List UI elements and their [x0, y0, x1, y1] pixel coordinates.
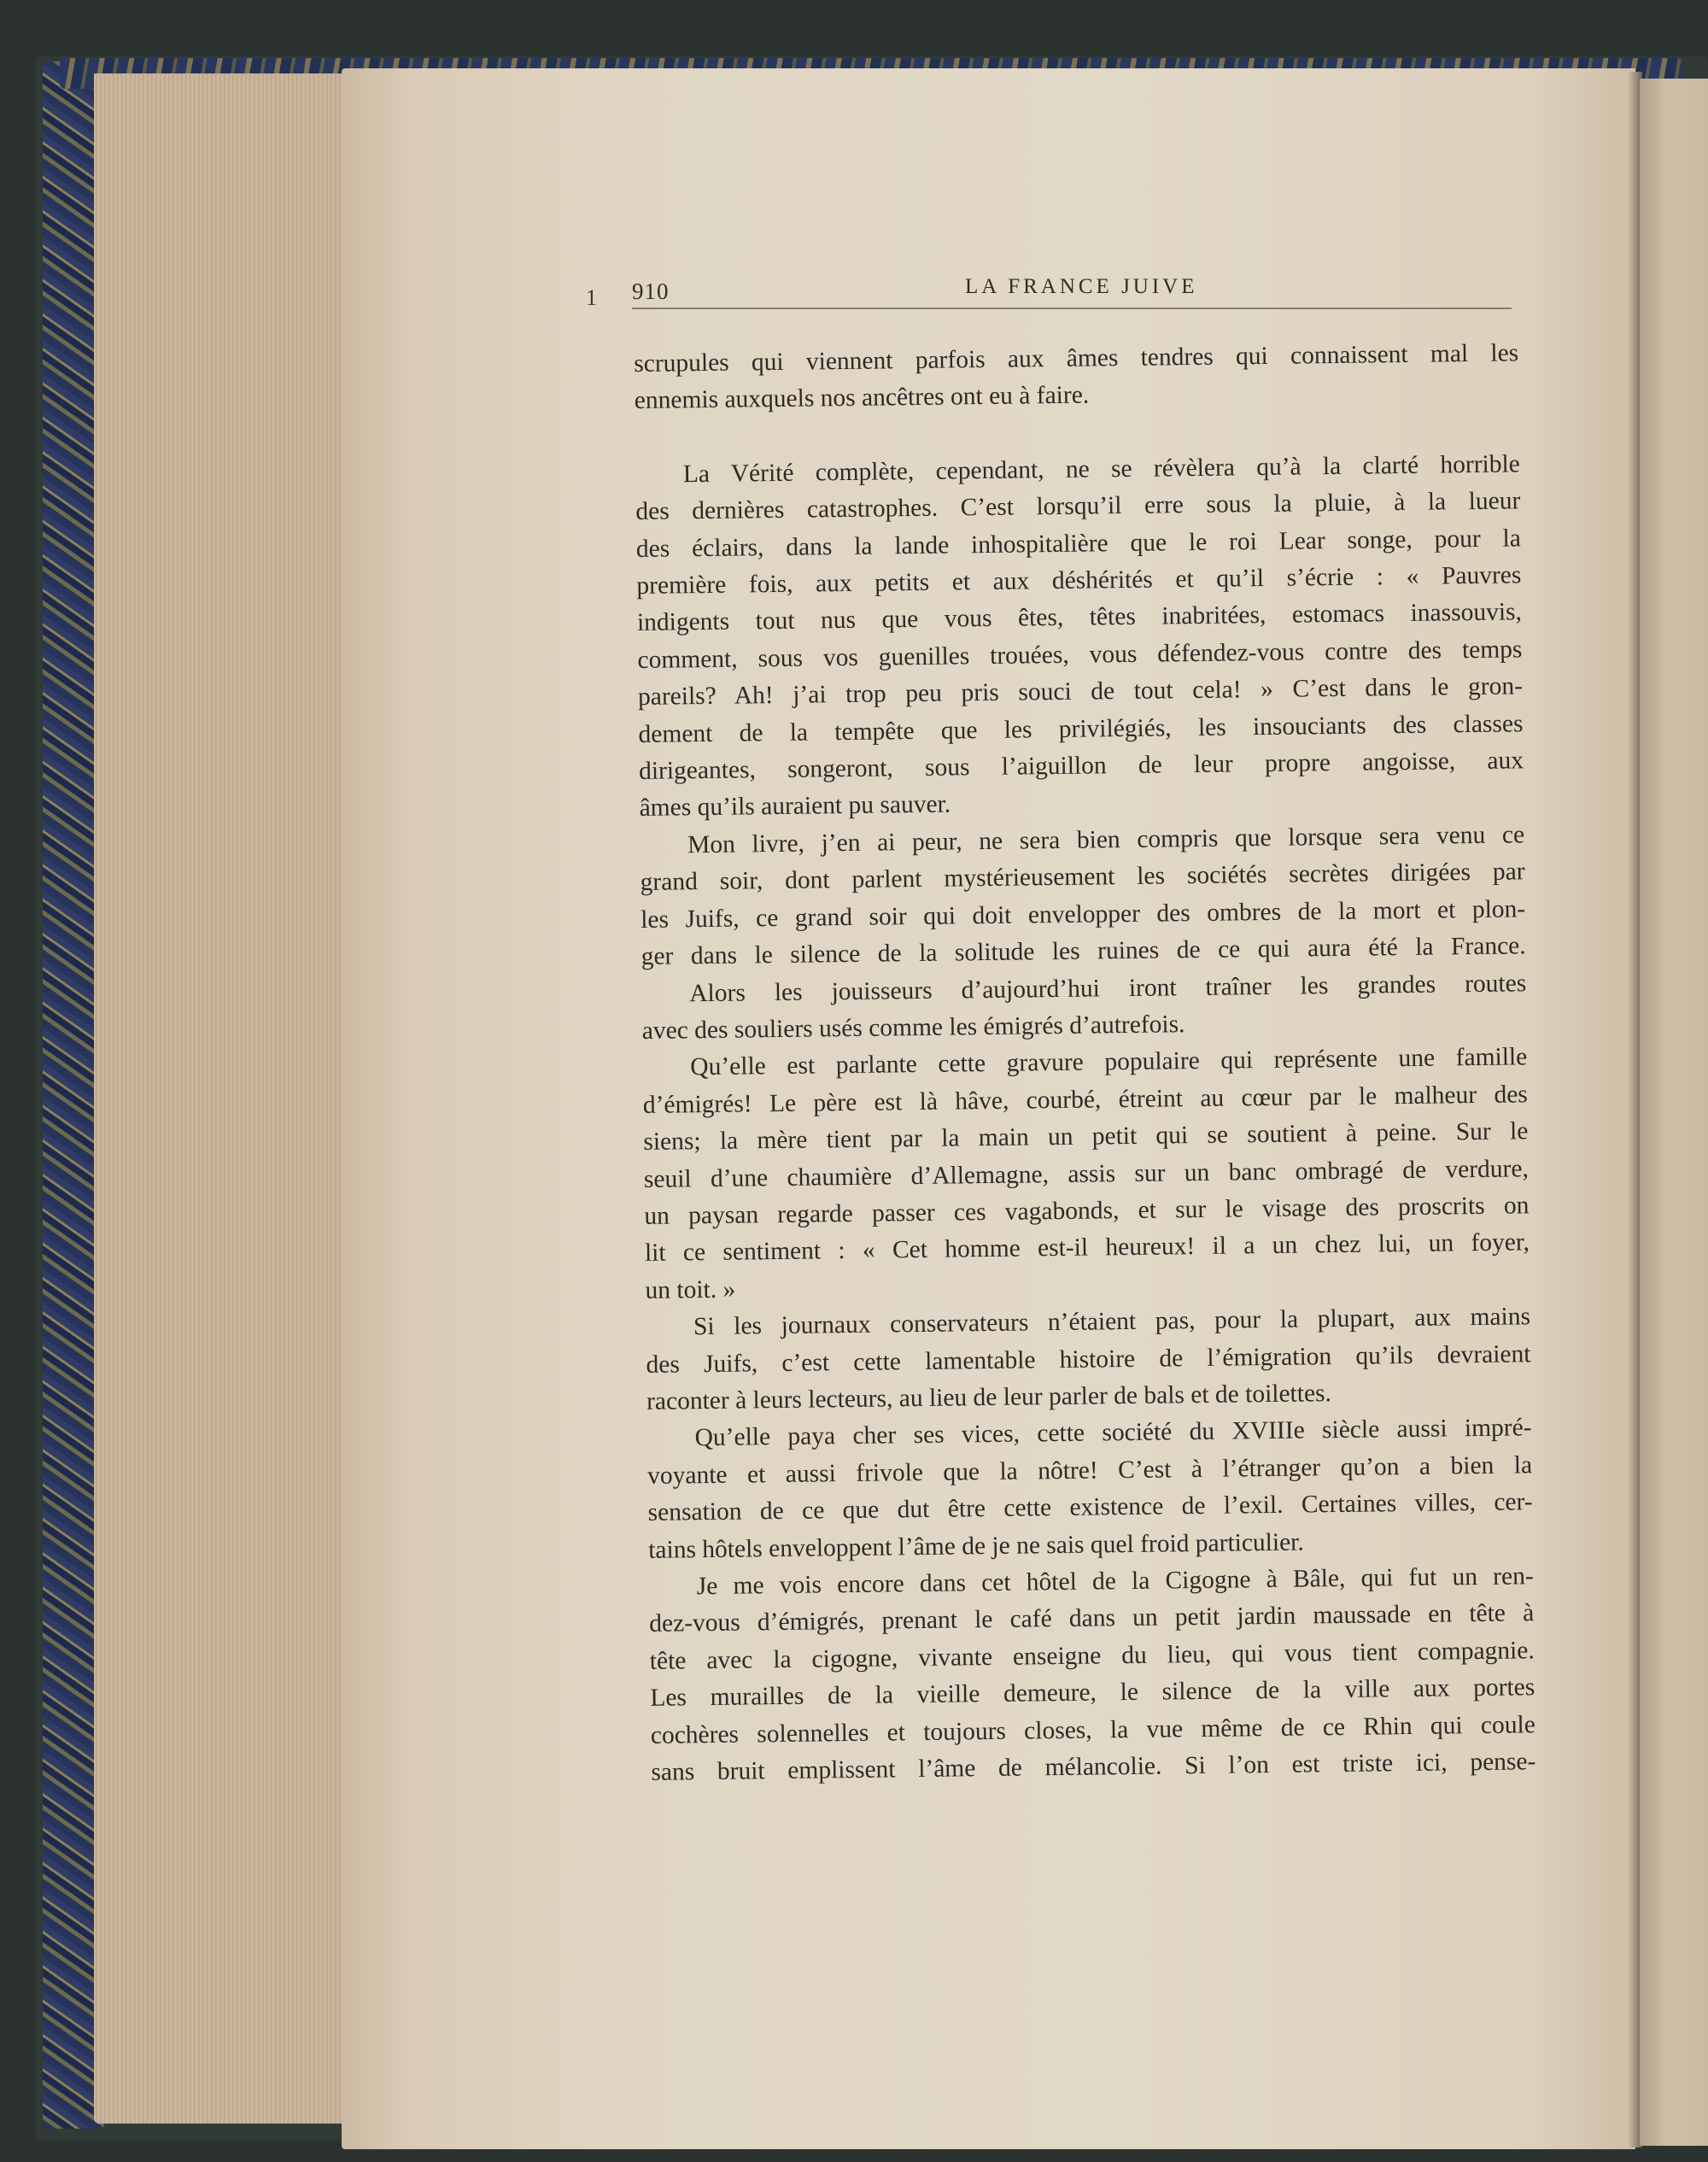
text-line: scrupules qui viennent parfois aux âmes tendres qui connaissent mal les [634, 339, 1519, 378]
text-line: avec des souliers usés comme les émigrés d’autrefois. [641, 1011, 1185, 1045]
text-line: dez-vous d’émigrés, prenant le café dans un petit jardin maussade en tête à [649, 1599, 1535, 1638]
text-line: ger dans le silence de la solitude les ruines de ce qui aura été la France. [640, 932, 1526, 971]
text-line: La Vérité complète, cependant, ne se révèlera qu’à la clarté horrible [682, 450, 1520, 489]
text-line: cochères solennelles et toujours closes, la vue même de ce Rhin qui coule [650, 1710, 1535, 1749]
text-line: des éclairs, dans la lande inhospitalière que le roi Lear songe, pour la [635, 524, 1522, 563]
text-line: raconter à leurs lecteurs, au lieu de leur parler de bals et de toilettes. [646, 1380, 1332, 1415]
header-rule [632, 308, 1512, 309]
text-line: Alors les jouisseurs d’aujourd’hui iront traîner les grandes routes [689, 969, 1527, 1007]
text-line: première fois, aux petits et aux déshérités et qu’il s’écrie : « Pauvres [636, 561, 1522, 601]
text-line: voyante et aussi frivole que la nôtre! C’est à l’étranger qu’on a bien la [646, 1451, 1533, 1490]
text-line: ennemis auxquels nos ancêtres ont eu à faire. [634, 381, 1090, 415]
page-header [632, 272, 1512, 306]
text-line: sans bruit emplissent l’âme de mélancolie. Si l’on est triste ici, pense- [651, 1748, 1536, 1786]
text-line: Qu’elle paya cher ses vices, cette société du XVIIIe siècle aussi impré- [694, 1414, 1532, 1452]
text-line: seuil d’une chaumière d’Allemagne, assis sur un banc ombragé de verdure, [643, 1154, 1530, 1193]
text-line: tains hôtels enveloppent l’âme de je ne sais quel froid particulier. [648, 1528, 1304, 1564]
text-line: siens; la mère tient par la main un petit qui se soutient à peine. Sur le [643, 1117, 1529, 1157]
text-line: les Juifs, ce grand soir qui doit envelopper des ombres de la mort et plon- [640, 894, 1526, 934]
text-line: Les murailles de la vieille demeure, le silence de la ville aux portes [650, 1673, 1535, 1713]
text-line: Mon livre, j’en ai peur, ne sera bien compris que lorsque sera venu ce [687, 821, 1525, 859]
text-line: sensation de ce que dut être cette existence de l’exil. Certaines villes, cer- [647, 1488, 1533, 1527]
text-line: tête avec la cigogne, vivante enseigne du lieu, qui vous tient compagnie. [649, 1637, 1535, 1675]
body-text [634, 335, 1536, 1791]
text-line: indigents tout nus que vous êtes, têtes inabritées, estomacs inassouvis, [636, 598, 1523, 637]
text-line: dement de la tempête que les privilégiés, les insouciants des classes [638, 709, 1524, 748]
gutter-mark: 1 [586, 285, 597, 310]
text-line: comment, sous vos guenilles trouées, vous défendez-vous contre des temps [637, 636, 1523, 674]
running-head: LA FRANCE JUIVE [965, 275, 1198, 298]
text-line: Je me vois encore dans cet hôtel de la Cigogne à Bâle, qui fut un ren- [696, 1562, 1534, 1601]
text-line: âmes qu’ils auraient pu sauver. [639, 790, 951, 823]
facing-page-edge [1640, 79, 1708, 2146]
text-line: des Juifs, c’est cette lamentable histoire de l’émigration qu’ils devraient [646, 1339, 1531, 1379]
page-edges [94, 73, 350, 2124]
text-line: pareils? Ah! j’ai trop peu pris souci de tout cela! » C’est dans le gron- [637, 672, 1524, 712]
text-line: lit ce sentiment : « Cet homme est-il heureux! il a un chez lui, un foyer, [644, 1228, 1530, 1268]
text-line: d’émigrés! Le père est là hâve, courbé, étreint au cœur par le malheur des [642, 1080, 1528, 1119]
text-line: un paysan regarde passer ces vagabonds, et sur le visage des proscrits on [644, 1192, 1530, 1230]
text-line: dirigeantes, songeront, sous l’aiguillon de leur propre angoisse, aux [638, 747, 1524, 786]
text-line: Qu’elle est parlante cette gravure populaire qui représente une famille [690, 1043, 1528, 1081]
text-line: des dernières catastrophes. C’est lorsqu’il erre sous la pluie, à la lueur [635, 487, 1521, 526]
page-number: 910 [632, 278, 670, 304]
text-line: grand soir, dont parlent mystérieusement les sociétés secrètes dirigées par [640, 858, 1525, 897]
text-line: un toit. » [645, 1275, 736, 1304]
text-line: Si les journaux conservateurs n’étaient pas, pour la plupart, aux mains [693, 1303, 1531, 1341]
